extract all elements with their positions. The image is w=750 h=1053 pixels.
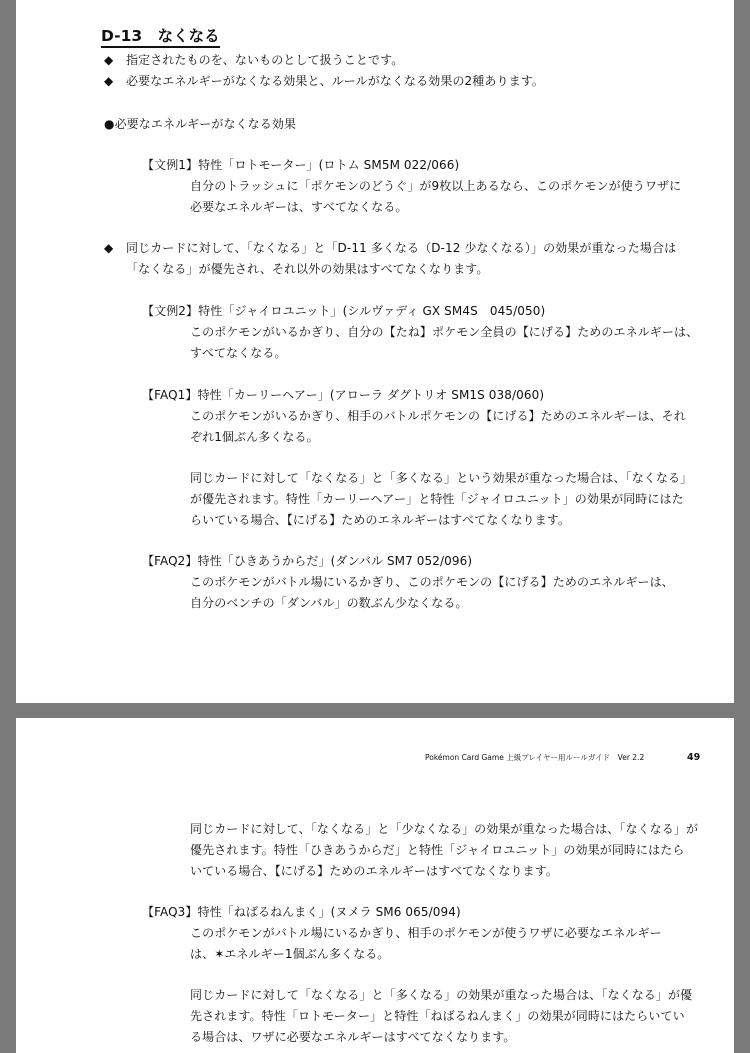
- faq-answer-line: 同じカードに対して「なくなる」と「多くなる」という効果が重なった場合は、「なくなる」: [190, 471, 693, 485]
- bullet-line: 指定されたものを、ないものとして扱うことです。: [126, 53, 404, 67]
- faq-text-line: 自分のベンチの「ダンバル」の数ぶん少なくなる。: [190, 596, 468, 610]
- note-line: 「なくなる」が優先され、それ以外の効果はすべてなくなります。: [126, 262, 489, 276]
- faq-3-label: [142, 905, 461, 919]
- faq-text-line: は、✶エネルギー1個ぶん多くなる。: [190, 947, 390, 961]
- faq-answer-line: らいている場合、【にげる】ためのエネルギーはすべてなくなります。: [190, 513, 571, 527]
- faq-head: 特性「ひきあうからだ」(ダンバル SM7 052/096): [197, 554, 473, 568]
- faq-label: 【FAQ3】: [142, 905, 198, 919]
- section-title: D-13 なくなる: [101, 27, 220, 48]
- section-heading: ●必要なエネルギーがなくなる効果: [104, 117, 297, 131]
- diamond-bullet-icon: ◆: [104, 53, 114, 67]
- faq-answer-line: 同じカードに対して、「なくなる」と「少なくなる」の効果が重なった場合は、「なくなる」が: [190, 822, 699, 836]
- document-page-1: [16, 0, 734, 703]
- example-2-label: [142, 304, 545, 318]
- example-head: 特性「ジャイロユニット」(シルヴァディ GX SM4S 045/050): [198, 304, 546, 318]
- document-page-2: [16, 718, 734, 1053]
- faq-answer-line: いている場合、【にげる】ためのエネルギーはすべてなくなります。: [190, 864, 558, 878]
- faq-answer-line: 先されます。特性「ロトモーター」と特性「ねばるねんまく」の効果が同時にはたらいてい: [190, 1009, 685, 1023]
- faq-1-label: [142, 388, 544, 402]
- bullet-line: 必要なエネルギーがなくなる効果と、ルールがなくなる効果の2種あります。: [126, 74, 544, 88]
- example-label: 【文例2】: [142, 304, 199, 318]
- example-text-line: すべてなくなる。: [190, 346, 287, 360]
- faq-answer-line: が優先されます。特性「カーリーヘアー」と特性「ジャイロユニット」の効果が同時にはた: [190, 492, 684, 506]
- note-line: 同じカードに対して、「なくなる」と「D-11 多くなる（D-12 少なくなる）」の効果が重なった場合は: [126, 241, 677, 255]
- diamond-bullet-icon: ◆: [104, 74, 114, 88]
- faq-2-label: [142, 554, 472, 568]
- faq-text-line: ぞれ1個ぶん多くなる。: [190, 430, 319, 444]
- faq-head: 特性「カーリーヘアー」(アローラ ダグトリオ SM1S 038/060): [197, 388, 545, 402]
- example-head: 特性「ロトモーター」(ロトム SM5M 022/066): [198, 158, 460, 172]
- example-label: 【文例1】: [142, 158, 199, 172]
- faq-label: 【FAQ1】: [142, 388, 198, 402]
- running-header: Pokémon Card Game 上級プレイヤー用ルールガイド Ver 2.2: [425, 753, 645, 762]
- faq-label: 【FAQ2】: [142, 554, 198, 568]
- example-text-line: 必要なエネルギーは、すべてなくなる。: [190, 200, 408, 214]
- faq-text-line: このポケモンがいるかぎり、相手のバトルポケモンの【にげる】ためのエネルギーは、それ: [190, 409, 686, 423]
- example-text-line: このポケモンがいるかぎり、自分の【たね】ポケモン全員の【にげる】ためのエネルギーは、: [190, 325, 699, 339]
- example-text-line: 自分のトラッシュに「ポケモンのどうぐ」が9枚以上あるなら、このポケモンが使うワザに: [190, 179, 682, 193]
- page-number: 49: [687, 752, 701, 763]
- faq-text-line: このポケモンがバトル場にいるかぎり、このポケモンの【にげる】ためのエネルギーは、: [190, 575, 674, 589]
- faq-answer-line: 同じカードに対して「なくなる」と「多くなる」の効果が重なった場合は、「なくなる」が優: [190, 988, 693, 1002]
- faq-answer-line: る場合は、ワザに必要なエネルギーはすべてなくなります。: [190, 1030, 516, 1044]
- faq-answer-line: 優先されます。特性「ひきあうからだ」と特性「ジャイロユニット」の効果が同時にはたら: [190, 843, 685, 857]
- example-1-label: [142, 158, 459, 172]
- faq-head: 特性「ねばるねんまく」(ヌメラ SM6 065/094): [197, 905, 461, 919]
- diamond-bullet-icon: ◆: [104, 241, 114, 255]
- faq-text-line: このポケモンがバトル場にいるかぎり、相手のポケモンが使うワザに必要なエネルギー: [190, 926, 662, 940]
